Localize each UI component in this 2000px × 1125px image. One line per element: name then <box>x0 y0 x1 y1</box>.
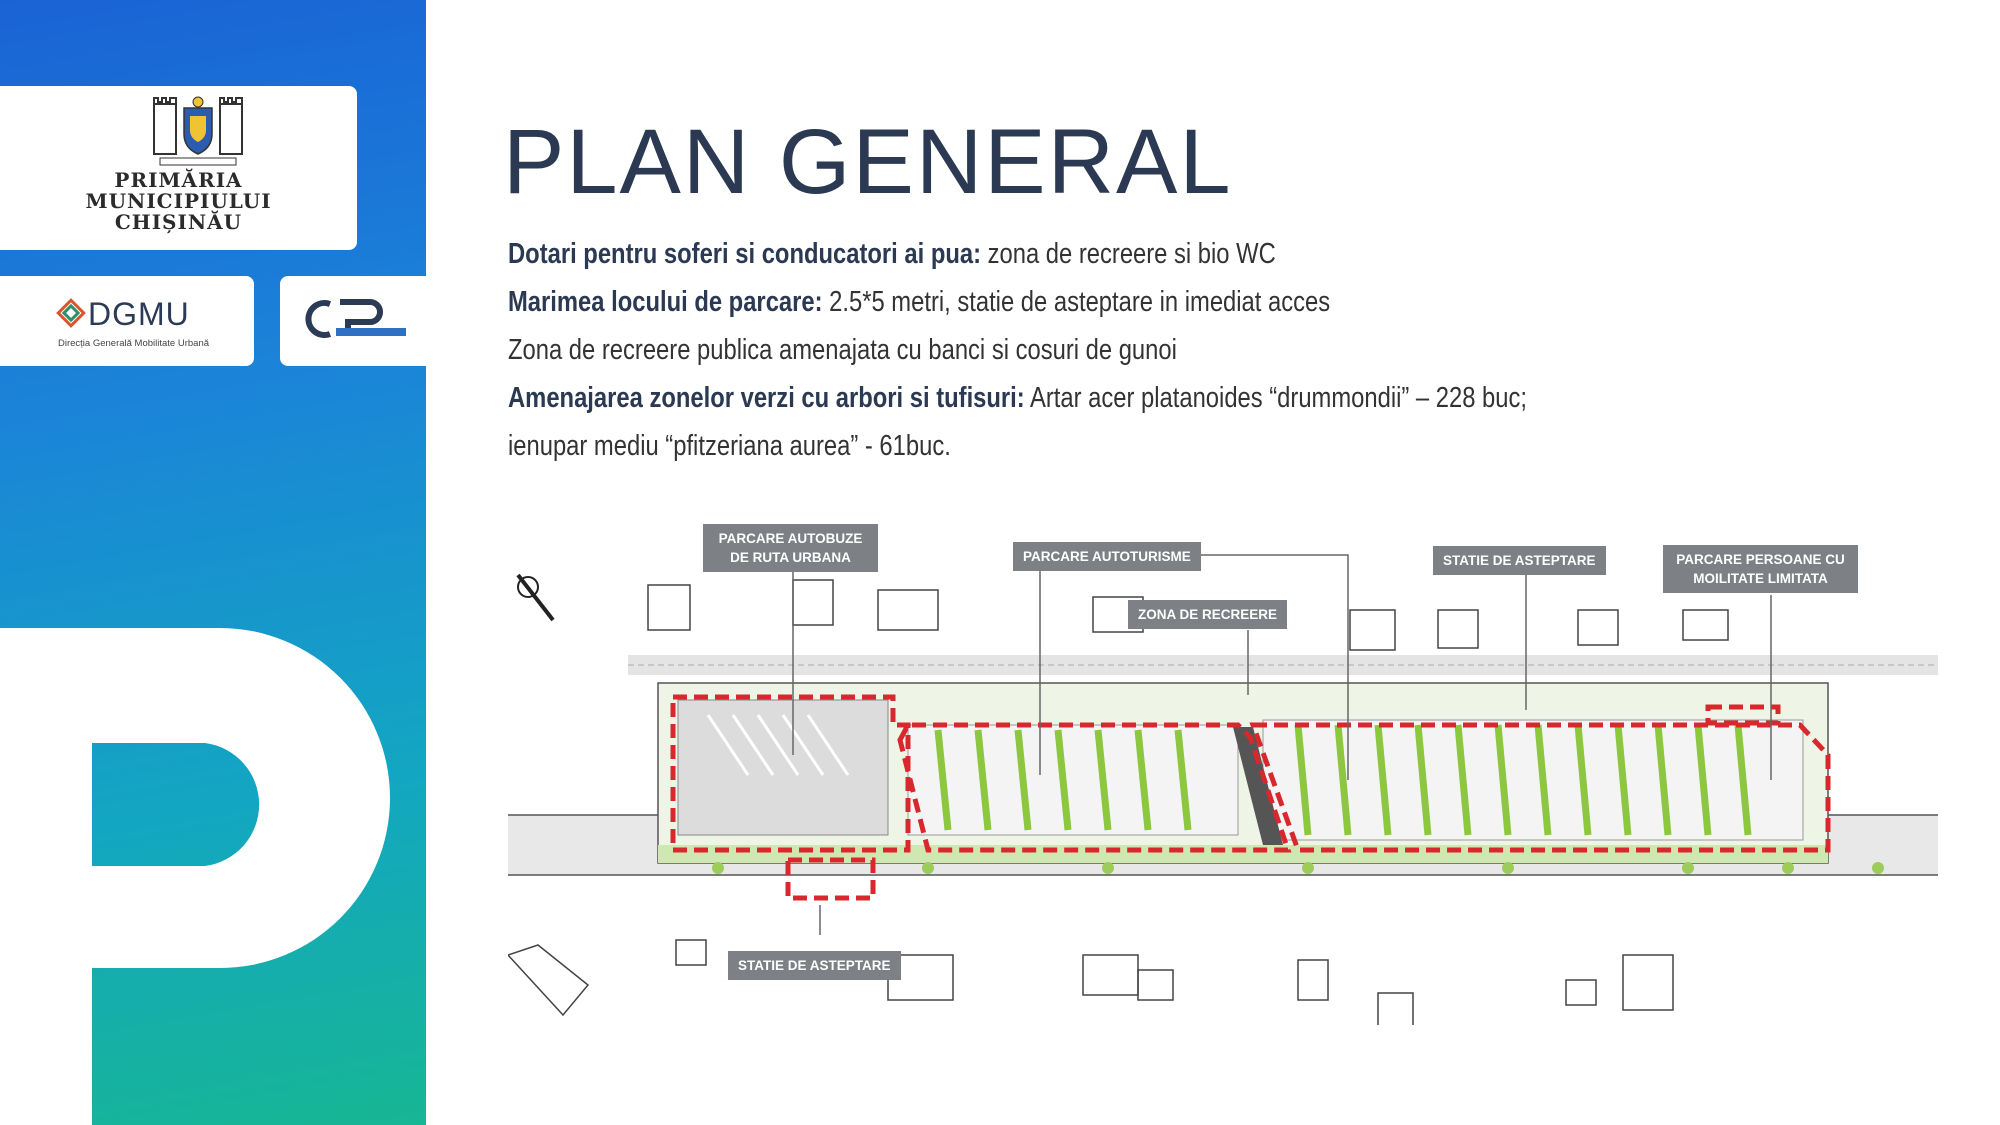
info-line-text: ienupar mediu “pfitzeriana aurea” - 61buc. <box>508 430 951 462</box>
primaria-line-2: MUNICIPIULUI <box>85 189 272 213</box>
primaria-line-1: PRIMĂRIA <box>114 168 243 192</box>
info-line <box>508 326 1697 374</box>
site-plan-drawing <box>508 515 1938 1035</box>
dgmu-subtitle: Direcția Generală Mobilitate Urbană <box>58 338 210 349</box>
callout-disabled-line-1: PARCARE PERSOANE CU <box>1676 552 1845 567</box>
callout-car-parking: PARCARE AUTOTURISME <box>1013 542 1201 571</box>
callout-bus-line-1: PARCARE AUTOBUZE <box>718 531 863 546</box>
info-line <box>508 230 1697 278</box>
info-line-text: Zona de recreere publica amenajata cu banci si cosuri de gunoi <box>508 334 1177 366</box>
info-line-text: 2.5*5 metri, statie de asteptare in imediat acces <box>822 286 1331 318</box>
page-title: PLAN GENERAL <box>503 111 1233 213</box>
chisinauproiect-logo-icon <box>300 296 410 346</box>
city-crest-icon <box>150 96 246 168</box>
info-line-bold: Amenajarea zonelor verzi cu arbori si tufisuri: <box>508 382 1025 414</box>
callout-disabled-parking <box>1663 545 1858 593</box>
info-line <box>508 278 1697 326</box>
info-text <box>508 230 1958 470</box>
callout-recreation-zone: ZONA DE RECREERE <box>1128 600 1287 629</box>
site-plan <box>508 515 1938 1035</box>
info-line <box>508 374 1697 422</box>
north-arrow-icon <box>518 575 553 620</box>
info-line-text: zona de recreere si bio WC <box>981 238 1276 270</box>
dgmu-diamond-icon <box>56 298 86 328</box>
callout-bus-stop-top: STATIE DE ASTEPTARE <box>1433 546 1606 575</box>
info-line-bold: Marimea locului de parcare: <box>508 286 823 318</box>
primaria-name <box>0 170 357 233</box>
callout-bus-stop-bottom: STATIE DE ASTEPTARE <box>728 951 901 980</box>
info-line-text: Artar acer platanoides “drummondii” – 228 buc; <box>1024 382 1528 414</box>
info-line <box>508 422 1697 470</box>
info-line-bold: Dotari pentru soferi si conducatori ai pua: <box>508 238 982 270</box>
callout-bus-parking <box>703 524 878 572</box>
primaria-line-3: CHIȘINĂU <box>114 210 243 234</box>
callout-bus-line-2: DE RUTA URBANA <box>730 550 851 565</box>
callout-disabled-line-2: MOILITATE LIMITATA <box>1693 571 1828 586</box>
dgmu-name: DGMU <box>88 296 190 332</box>
parking-p-logo <box>0 628 426 1125</box>
